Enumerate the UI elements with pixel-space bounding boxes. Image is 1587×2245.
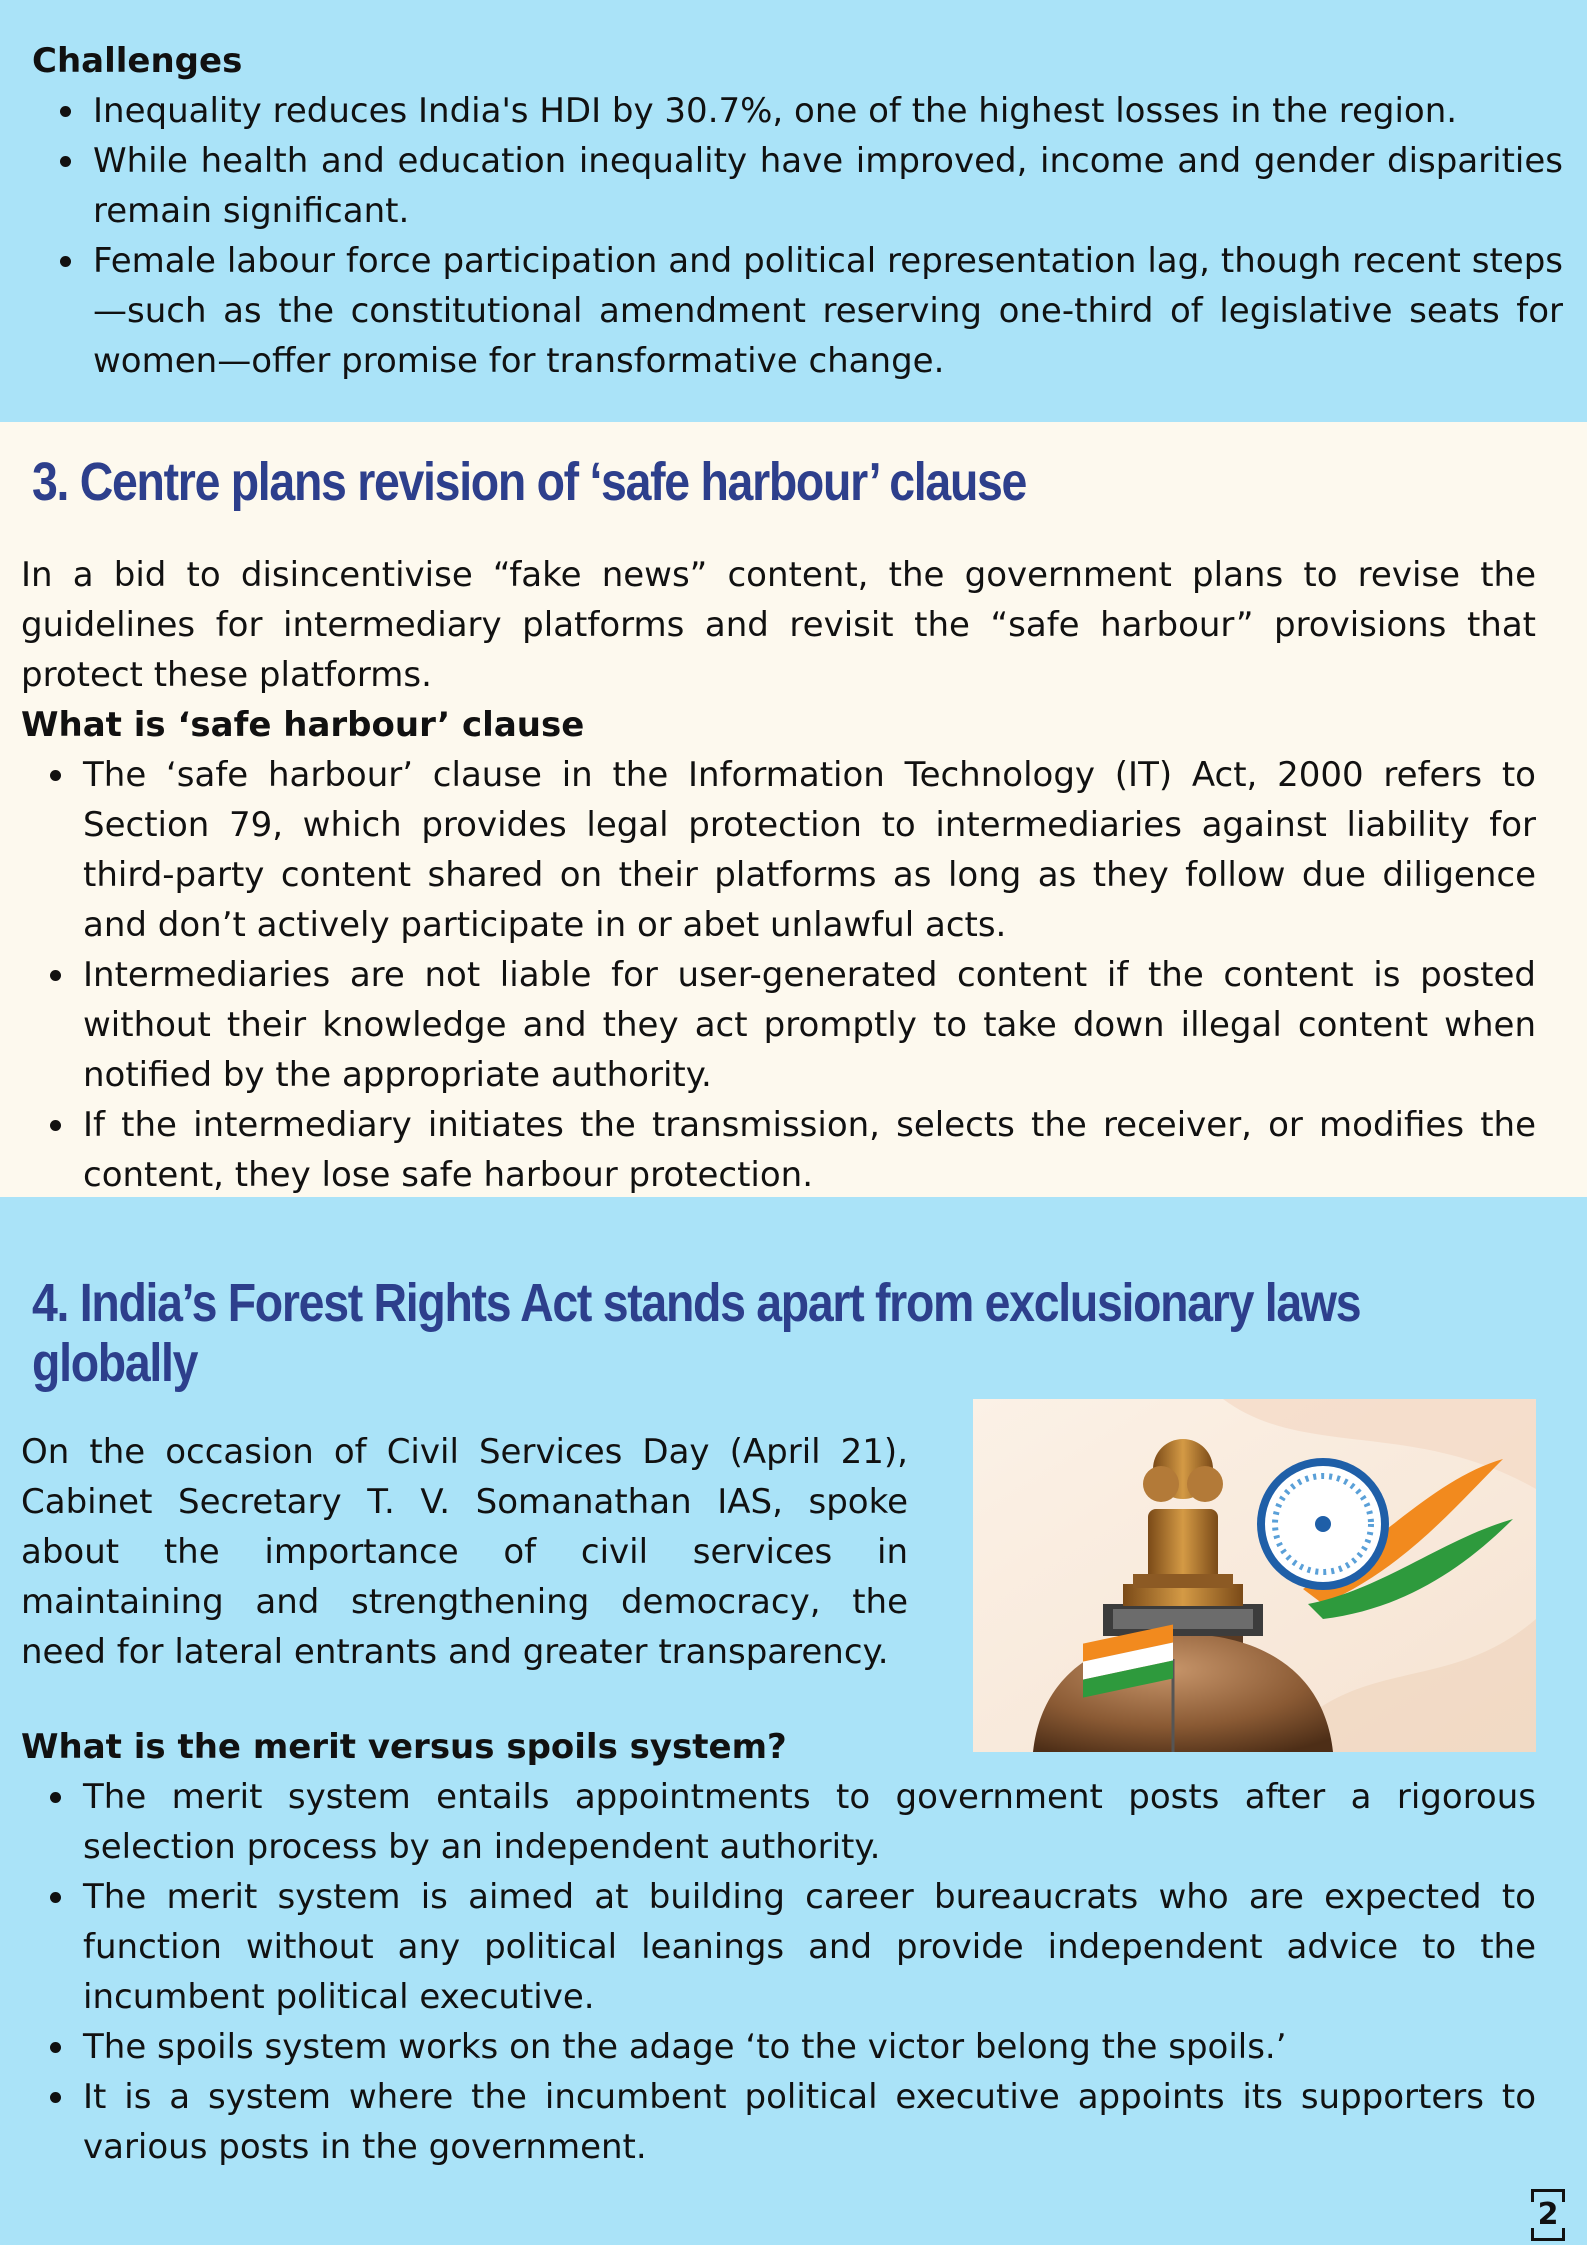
- list-item: The ‘safe harbour’ clause in the Information Technology (IT) Act, 2000 refers to Section 79, which provides legal protection to intermediaries against liability for third-party content shared on their platforms as long as they follow due diligence and don’t actively participate in or abet unlawful acts.: [83, 750, 1536, 950]
- section-3-intro: In a bid to disincentivise “fake news” content, the government plans to revise the guidelines for intermediary platforms and revisit the “safe harbour” provisions that protect these platforms.: [21, 555, 1536, 695]
- ashoka-emblem-parliament-image: [973, 1399, 1536, 1752]
- section-4-heading-line-2: globally: [32, 1333, 198, 1393]
- merit-spoils-list: [83, 1772, 1536, 2172]
- challenges-section: [0, 0, 1587, 422]
- list-item: It is a system where the incumbent political executive appoints its supporters to various posts in the government.: [83, 2072, 1536, 2172]
- list-item: Intermediaries are not liable for user-generated content if the content is posted without their knowledge and they act promptly to take down illegal content when notified by the appropriate authority.: [83, 950, 1536, 1100]
- page-number: 2: [1531, 2189, 1565, 2241]
- section-4-intro: On the occasion of Civil Services Day (April 21), Cabinet Secretary T. V. Somanathan IAS, spoke about the importance of civil services in maintaining and strengthening democracy, the need for lateral entrants and greater transparency.: [21, 1432, 908, 1672]
- list-item: Female labour force participation and political representation lag, though recent steps—such as the constitutional amendment reserving one-third of legislative seats for women—offer promise for transformative change.: [93, 236, 1563, 386]
- challenges-list: [93, 86, 1563, 386]
- emblem-illustration: [973, 1399, 1536, 1752]
- list-item: The merit system is aimed at building career bureaucrats who are expected to function without any political leanings and provide independent advice to the incumbent political executive.: [83, 1872, 1536, 2022]
- section-4-heading: [32, 1273, 1360, 1393]
- safe-harbour-section: [0, 422, 1587, 1197]
- list-item: The merit system entails appointments to government posts after a rigorous selection process by an independent authority.: [83, 1772, 1536, 1872]
- safe-harbour-list: [83, 750, 1536, 1200]
- civil-services-section: [0, 1197, 1587, 2245]
- section-4-heading-line-1: 4. India’s Forest Rights Act stands apart from exclusionary laws: [32, 1273, 1361, 1333]
- section-4-subheading: What is the merit versus spoils system?: [21, 1727, 787, 1767]
- list-item: While health and education inequality have improved, income and gender disparities remain significant.: [93, 136, 1563, 236]
- section-3-subheading: What is ‘safe harbour’ clause: [21, 705, 585, 745]
- list-item: The spoils system works on the adage ‘to the victor belong the spoils.’: [83, 2022, 1536, 2072]
- list-item: If the intermediary initiates the transmission, selects the receiver, or modifies the content, they lose safe harbour protection.: [83, 1100, 1536, 1200]
- section-3-heading: 3. Centre plans revision of ‘safe harbour’ clause: [32, 452, 1027, 512]
- list-item: Inequality reduces India's HDI by 30.7%, one of the highest losses in the region.: [93, 86, 1563, 136]
- challenges-title: Challenges: [32, 41, 243, 81]
